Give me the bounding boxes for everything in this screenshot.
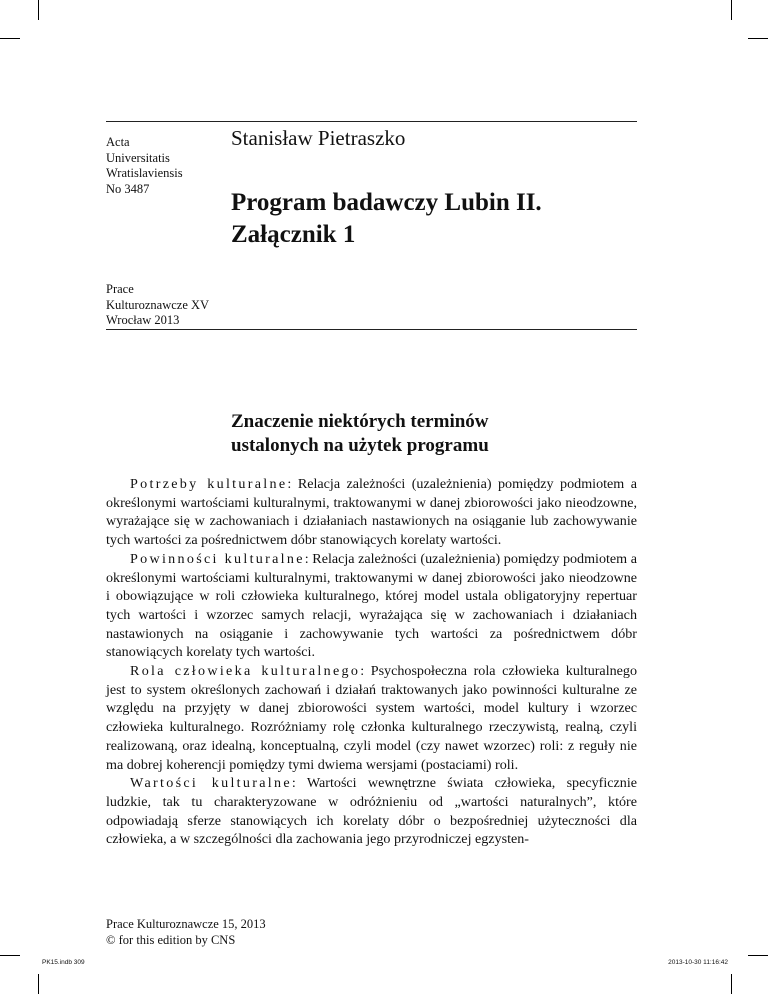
journal-line: Universitatis xyxy=(106,150,170,165)
definition-paragraph xyxy=(106,774,637,849)
article-author: Stanisław Pietraszko xyxy=(231,126,406,150)
definition-paragraph xyxy=(106,475,637,550)
header-rule-top xyxy=(106,121,637,122)
article-title xyxy=(231,187,542,251)
heading-line: Znaczenie niektórych terminów xyxy=(231,411,489,432)
body-text xyxy=(106,475,637,849)
print-slug-file: PK15.indb 309 xyxy=(42,959,85,966)
defined-term: Rola człowieka kulturalnego xyxy=(130,663,361,680)
definition-paragraph xyxy=(106,662,637,774)
print-slug-timestamp: 2013-10-30 11:16:42 xyxy=(668,959,728,966)
crop-mark xyxy=(38,0,39,20)
journal-line: Acta xyxy=(106,135,130,149)
page-footer xyxy=(106,917,266,948)
definition-text: : Relacja zależności (uzależnienia) pomiędzy podmiotem a określonymi wartościami kulturalnymi, traktowanymi w danej zbiorowości jako nieodzowne i obowiązujące w roli człowieka kulturalnego, której model ustala obligatoryjny repertuar tych wartości i wzorzec samych relacji, wyrażająca się w zachowaniach i działaniach nastawionych na osiąganie i zachowywanie tych wartości za pośrednictwem dóbr stanowiących korelaty tych wartości. xyxy=(106,550,637,661)
defined-term: Powinności kulturalne xyxy=(130,550,305,567)
footer-line: © for this edition by CNS xyxy=(106,932,236,947)
footer-line: Prace Kulturoznawcze 15, 2013 xyxy=(106,917,266,931)
heading-line: ustalonych na użytek programu xyxy=(231,435,489,456)
volume-line: Wrocław 2013 xyxy=(106,313,180,327)
crop-mark xyxy=(0,955,20,956)
journal-line: Wratislaviensis xyxy=(106,166,183,180)
definition-text: : Relacja zależności (uzależnienia) pomiędzy podmiotem a określonymi wartościami kulturalnymi, traktowanymi w danej zbiorowości jako nieodzowne, wyrażające się w zachowaniach i działaniach nastawionych na osiąganie lub zachowywanie tych wartości za pośrednictwem dóbr stanowiących korelaty wartości. xyxy=(106,476,637,549)
title-line: Program badawczy Lubin II. xyxy=(231,189,542,216)
title-line: Załącznik 1 xyxy=(231,221,356,248)
defined-term: Wartości kulturalne xyxy=(130,775,292,792)
section-heading xyxy=(231,410,489,458)
crop-mark xyxy=(731,0,732,20)
crop-mark xyxy=(748,955,768,956)
crop-mark xyxy=(748,38,768,39)
definition-text: : Wartości wewnętrzne świata człowieka, specyficznie ludzkie, tak tu charakteryzowane w odróżnieniu od „wartości naturalnych”, które odpowiadają sferze stanowiących ich korelaty dóbr o bezpośredniej użyteczności dla człowieka, a w szczególności dla zachowania jego przyrodniczej egzysten- xyxy=(106,775,637,848)
volume-line: Prace xyxy=(106,282,134,296)
volume-line: Kulturoznawcze XV xyxy=(106,297,210,312)
definition-paragraph xyxy=(106,550,637,662)
defined-term: Potrzeby kulturalne xyxy=(130,476,288,492)
journal-info xyxy=(106,135,183,197)
definition-text: : Psychospołeczna rola człowieka kulturalnego jest to system określonych zachowań i działań traktowanych jako powinności kulturalne ze względu na przyjęty w danej zbiorowości system wartości, model kultury i wzorzec człowieka kulturalnego. Rozróżniamy rolę członka kulturalnego rzeczywistą, realną, czyli realizowaną, oraz idealną, konceptualną, czyli model (czy nawet wzorzec) roli: z reguły nie ma dobrej koherencji pomiędzy tymi dwiema wersjami (postaciami) roli. xyxy=(106,663,638,773)
header-rule-bottom xyxy=(106,329,637,330)
crop-mark xyxy=(0,38,20,39)
journal-line: No 3487 xyxy=(106,181,150,196)
volume-info xyxy=(106,282,209,329)
crop-mark xyxy=(38,974,39,994)
crop-mark xyxy=(731,974,732,994)
